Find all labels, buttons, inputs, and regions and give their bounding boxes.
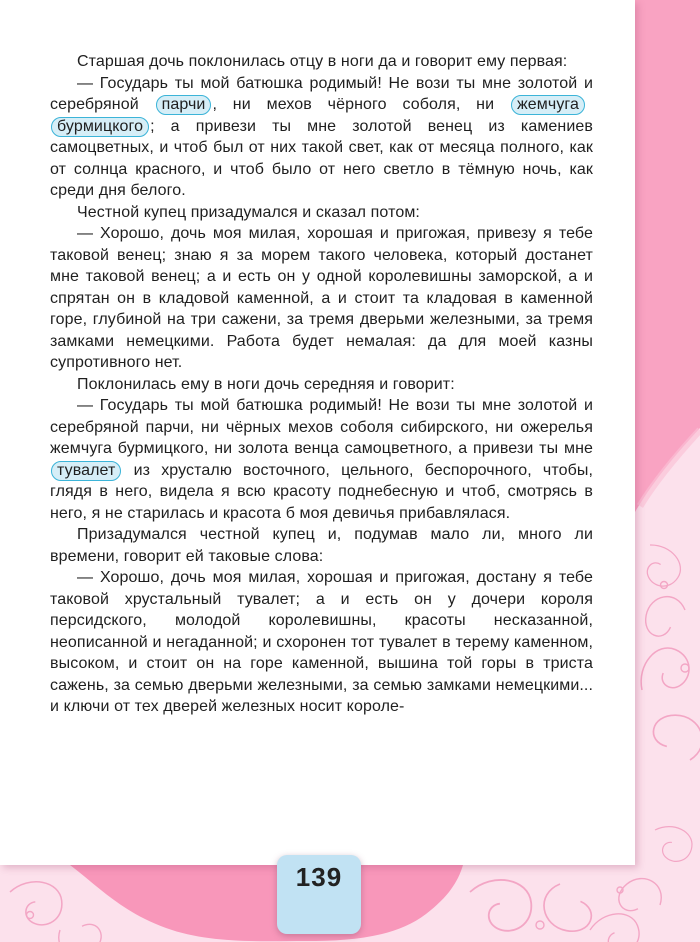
- text-segment: — Хорошо, дочь моя милая, хорошая и пригожая, достану я тебе таковой хрустальный тувалет; а и есть он у дочери короля персидского, молодой королевишны, красоты несказанной, неописанной и негаданной; и схоронен тот тувалет в терему каменном, высоком, и стоит он на горе каменной, вышина той горы в триста сажень, за семью дверьми железными, за семью замками немецкими... и ключи от тех дверей железных носит короле-: [50, 569, 593, 715]
- text-segment: — Государь ты мой батюшка родимый! Не вози ты мне золотой и серебряной парчи, ни чёрных мехов соболя сибирского, ни ожерелья жемчуга бурмицкого, ни золота венца самоцветного, а привези ты мне: [50, 397, 593, 457]
- paragraph: [50, 374, 593, 396]
- text-segment: ; а привези ты мне золотой венец из камениев самоцветных, и чтоб был от них такой свет, как от месяца полного, как от солнца красного, и чтоб было от него светло в тёмную ночь, как среди дня белого.: [50, 117, 593, 199]
- paragraph: [50, 73, 593, 202]
- page-number-tab: [277, 855, 361, 934]
- paragraph: [50, 395, 593, 524]
- page-number: 139: [295, 862, 343, 892]
- highlighted-term: парчи: [156, 95, 212, 115]
- text-segment: , ни мехов чёрного соболя, ни: [212, 96, 510, 113]
- text-segment: из хрусталю восточного, цельного, беспорочного, чтобы, глядя в него, видела я всю красоту поднебесную и чтоб, смотрясь в него, я не старилась и красота б моя девичья прибавлялася.: [50, 461, 593, 522]
- highlighted-term: жемчуга бурмицкого: [51, 95, 585, 137]
- paragraph: [50, 202, 593, 224]
- text-segment: — Государь ты мой батюшка родимый! Не вози ты мне золотой и серебряной: [50, 74, 593, 113]
- text-segment: Призадумался честной купец и, подумав мало ли, много ли времени, говорит ей таковые слова:: [50, 526, 593, 565]
- paragraph: [50, 567, 593, 718]
- paragraph: [50, 524, 593, 567]
- text-segment: Честной купец призадумался и сказал потом:: [77, 203, 420, 221]
- text-segment: Старшая дочь поклонилась отцу в ноги да и говорит ему первая:: [77, 53, 568, 70]
- text-segment: Поклонилась ему в ноги дочь середняя и говорит:: [77, 375, 455, 393]
- highlighted-term: тувалет: [51, 461, 121, 481]
- text-segment: — Хорошо, дочь моя милая, хорошая и пригожая, привезу я тебе таковой венец; знаю я за морем такого человека, который достанет мне таковой венец; а и есть он у одной королевишны заморской, а и спрятан он в кладовой каменной, а и стоит та кладовая в каменной горе, глубиной на три сажени, за тремя дверьми железными, за тремя замками немецкими. Работа будет немалая: да для моей казны супротивного нет.: [50, 225, 593, 371]
- paragraph: [50, 223, 593, 374]
- story-text: [50, 51, 593, 718]
- pink-corner-shape: [635, 0, 700, 512]
- paragraph: [50, 51, 593, 73]
